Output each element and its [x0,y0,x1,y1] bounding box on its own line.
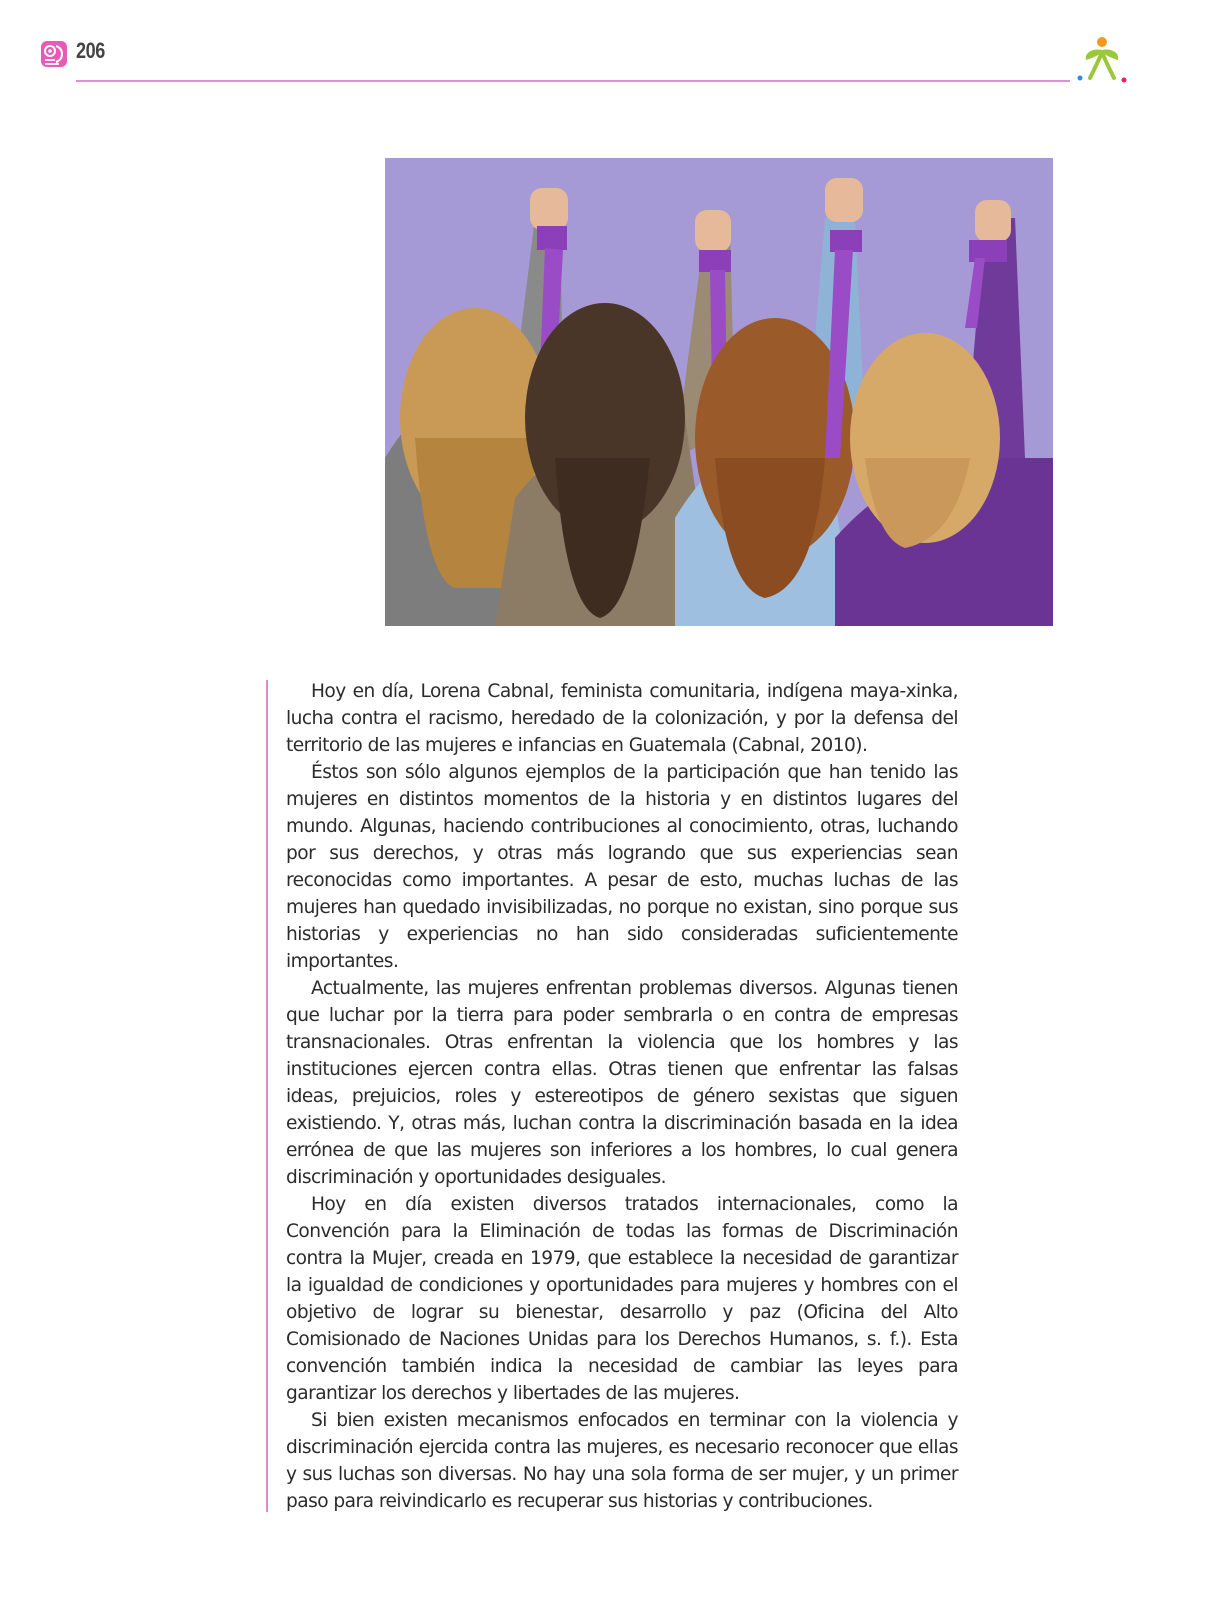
paragraph: Hoy en día, Lorena Cabnal, feminista comunitaria, indígena maya-xinka, lucha contra el racismo, heredado de la colonización, y por la defensa del territorio de las mujeres e infancias en Guatemala (Cabnal, 2010). [286,681,958,756]
women-raised-fists-purple-ribbons-photo [385,158,1053,626]
green-sprout-logo-icon [1074,34,1130,86]
paragraph: Actualmente, las mujeres enfrentan problemas diversos. Algunas tienen que luchar por la tierra para poder sembrarla o en contra de empresas transnacionales. Otras enfrentan la violencia que los hombres y las instituciones ejercen contra ellas. Otras tienen que enfrentar las falsas ideas, prejuicios, roles y estereotipos de género sexistas que siguen existiendo. Y, otras más, luchan contra la discriminación basada en la idea errónea de que las mujeres son inferiores a los hombres, lo cual genera discriminación y oportunidades desiguales. [286,978,958,1188]
paragraph: Éstos son sólo algunos ejemplos de la participación que han tenido las mujeres en distintos momentos de la historia y en distintos lugares del mundo. Algunas, haciendo contribuciones al conocimiento, otras, luchando por sus derechos, y otras más logrando que sus experiencias sean reconocidas como importantes. A pesar de esto, muchas luchas de las mujeres han quedado invisibilizadas, no porque no existan, sino porque sus historias y experiencias no han sido consideradas suficientemente importantes. [286,762,958,972]
paragraph: Hoy en día existen diversos tratados internacionales, como la Convención para la Eliminación de todas las formas de Discriminación contra la Mujer, creada en 1979, que establece la necesidad de garantizar la igualdad de condiciones y oportunidades para mujeres y hombres con el objetivo de lograr su bienestar, desarrollo y paz (Oficina del Alto Comisionado de Naciones Unidas para los Derechos Humanos, s. f.). Esta convención también indica la necesidad de cambiar las leyes para garantizar los derechos y libertades de las mujeres. [286,1194,958,1404]
header-rule [76,80,1070,82]
pink-glyph-emblem-icon [40,40,68,68]
body-text [286,678,958,1515]
margin-rule [266,680,268,1512]
page-number: 206 [76,38,105,63]
paragraph: Si bien existen mecanismos enfocados en terminar con la violencia y discriminación ejercida contra las mujeres, es necesario reconocer que ellas y sus luchas son diversas. No hay una sola forma de ser mujer, y un primer paso para reivindicarlo es recuperar sus historias y contribuciones. [286,1410,958,1512]
